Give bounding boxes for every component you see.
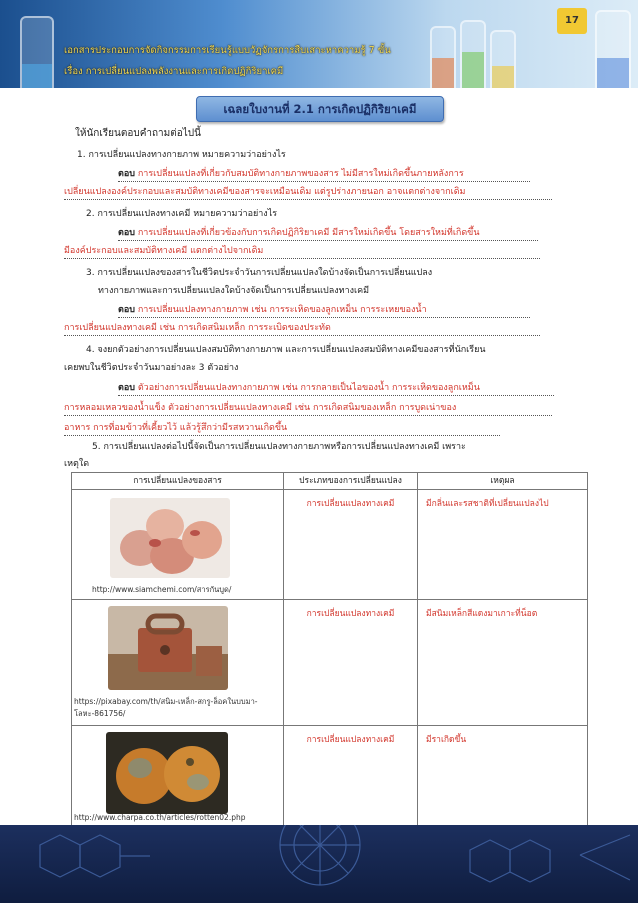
test-tube-graphic [460, 20, 486, 88]
worksheet-title: เฉลยใบงานที่ 2.1 การเกิดปฏิกิริยาเคมี [196, 96, 444, 122]
answer-3-line-2: การเปลี่ยนแปลงทางเคมี เช่น การเกิดสนิมเหล็ก การระเบิดของประทัด [64, 320, 540, 336]
instruction-text: ให้นักเรียนตอบคำถามต่อไปนี้ [75, 128, 201, 139]
substance-change-cell [72, 490, 284, 600]
question-1: 1. การเปลี่ยนแปลงทางกายภาพ หมายความว่าอย่างไร [77, 150, 286, 160]
column-header: การเปลี่ยนแปลงของสาร [72, 473, 284, 490]
answer-2-line-2: มีองค์ประกอบและสมบัติทางเคมี แตกต่างไปจากเดิม [64, 243, 540, 259]
image-source-url: http://www.siamchemi.com/สารกันบูด/ [92, 585, 232, 594]
answer-label: ตอบ [118, 228, 135, 238]
header-doc-title: เอกสารประกอบการจัดกิจกรรมการเรียนรู้แบบวัฏจักรการสืบเสาะหาความรู้ 7 ขั้น [64, 45, 391, 56]
change-type-cell: การเปลี่ยนแปลงทางเคมี [284, 600, 418, 726]
answer-text: การเปลี่ยนแปลงที่เกี่ยวกับสมบัติทางกายภาพของสาร ไม่มีสารใหม่เกิดขึ้นภายหลังการ [134, 169, 464, 179]
answer-label: ตอบ [118, 169, 135, 179]
change-type-cell: การเปลี่ยนแปลงทางเคมี [284, 490, 418, 600]
changes-table [71, 472, 588, 830]
rusty-lock-image [108, 606, 228, 690]
answer-label: ตอบ [118, 305, 135, 315]
substance-change-cell [72, 600, 284, 726]
reason-cell: มีราเกิดขึ้น [418, 726, 588, 830]
page-number-badge: 17 [557, 8, 587, 34]
answer-1-line-1 [118, 166, 530, 182]
answer-label: ตอบ [118, 383, 135, 393]
question-3-line-2: ทางกายภาพและการเปลี่ยนแปลงใดบ้างจัดเป็นการเปลี่ยนแปลงทางเคมี [98, 286, 370, 296]
table-row [72, 726, 588, 830]
rotten-fruit-image [110, 498, 230, 578]
substance-change-cell [72, 726, 284, 830]
flask-graphic [595, 10, 631, 88]
answer-4-line-3: อาหาร การที่อมข้าวที่เคี้ยวไว้ แล้วรู้สึกว่ามีรสหวานเกิดขึ้น [64, 420, 500, 436]
answer-text: การเปลี่ยนแปลงที่เกี่ยวข้องกับการเกิดปฏิกิริยาเคมี มีสารใหม่เกิดขึ้น โดยสารใหม่ที่เกิดขึ้น [134, 228, 480, 238]
column-header: เหตุผล [418, 473, 588, 490]
question-4-line-1: 4. จงยกตัวอย่างการเปลี่ยนแปลงสมบัติทางกายภาพ และการเปลี่ยนแปลงสมบัติทางเคมีของสารที่นักเรียน [86, 345, 486, 355]
test-tube-graphic [490, 30, 516, 88]
answer-text: ตัวอย่างการเปลี่ยนแปลงทางกายภาพ เช่น การกลายเป็นไอของน้ำ การระเหิดของลูกเหม็น [134, 383, 480, 393]
column-header: ประเภทของการเปลี่ยนแปลง [284, 473, 418, 490]
reason-cell: มีสนิมเหล็กสีแดงมาเกาะที่น็อต [418, 600, 588, 726]
answer-4-line-1 [118, 380, 554, 396]
table-row [72, 490, 588, 600]
change-type-cell: การเปลี่ยนแปลงทางเคมี [284, 726, 418, 830]
answer-4-line-2: การหลอมเหลวของน้ำแข็ง ตัวอย่างการเปลี่ยนแปลงทางเคมี เช่น การเกิดสนิมของเหล็ก การบูดเน่าของ [64, 400, 552, 416]
test-tube-graphic [430, 26, 456, 88]
answer-2-line-1 [118, 225, 538, 241]
answer-text: การเปลี่ยนแปลงทางกายภาพ เช่น การระเหิดของลูกเหม็น การระเหยของน้ำ [134, 305, 427, 315]
header-topic: เรื่อง การเปลี่ยนแปลงพลังงานและการเกิดปฏิกิริยาเคมี [64, 66, 284, 77]
answer-3-line-1 [118, 302, 530, 318]
question-5-line-2: เหตุใด [64, 459, 90, 469]
reason-cell: มีกลิ่นและรสชาติที่เปลี่ยนแปลงไป [418, 490, 588, 600]
question-2: 2. การเปลี่ยนแปลงทางเคมี หมายความว่าอย่างไร [86, 209, 278, 219]
table-header-row [72, 473, 588, 490]
table-row [72, 600, 588, 726]
question-3-line-1: 3. การเปลี่ยนแปลงของสารในชีวิตประจำวันการเปลี่ยนแปลงใดบ้างจัดเป็นการเปลี่ยนแปลง [86, 268, 433, 278]
molecule-decoration [0, 825, 638, 903]
question-5-line-1: 5. การเปลี่ยนแปลงต่อไปนี้จัดเป็นการเปลี่ยนแปลงทางกายภาพหรือการเปลี่ยนแปลงทางเคมี เพราะ [92, 442, 466, 452]
page-header-banner [0, 0, 638, 88]
beaker-graphic [20, 16, 54, 88]
question-4-line-2: เคยพบในชีวิตประจำวันมาอย่างละ 3 ตัวอย่าง [64, 363, 239, 373]
page-footer-banner [0, 825, 638, 903]
answer-1-line-2: เปลี่ยนแปลงองค์ประกอบและสมบัติทางเคมีของสารจะเหมือนเดิม แต่รูปร่างภายนอก อาจแตกต่างจากเดิม [64, 184, 552, 200]
moldy-orange-image [106, 732, 228, 814]
image-source-url: http://www.charpa.co.th/articles/rotten02.php [74, 813, 246, 822]
image-source-url: https://pixabay.com/th/สนิม-เหล็ก-สกรู-ล็อคในบบมา-โลหะ-861756/ [74, 697, 258, 718]
